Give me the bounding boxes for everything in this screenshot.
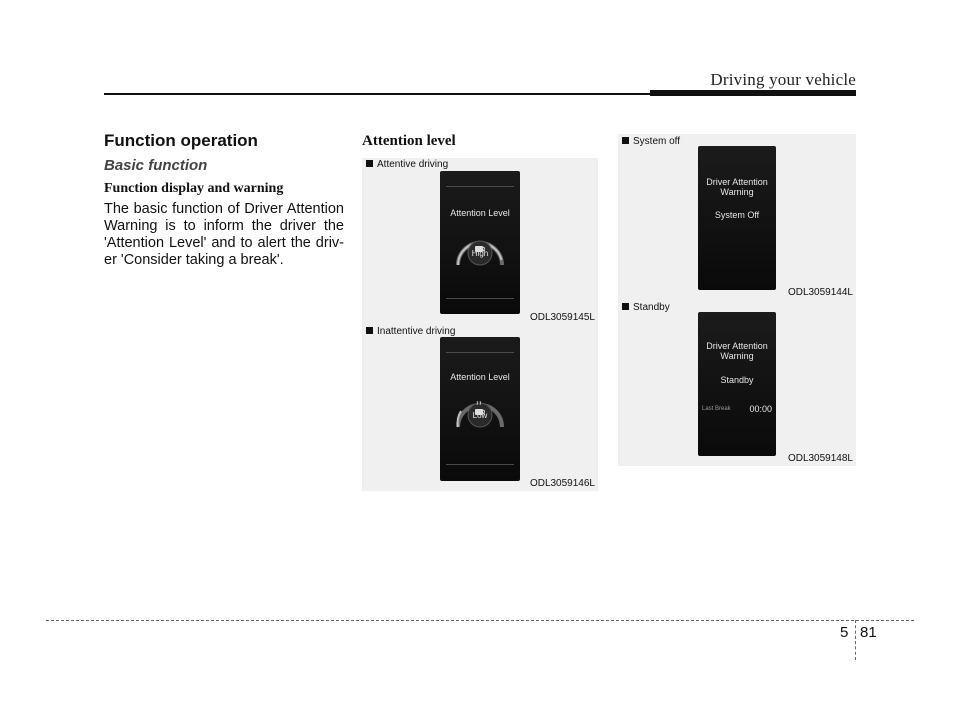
cluster-screen [698,146,776,290]
header-rule [104,93,650,95]
last-break-value: 00:00 [749,404,772,414]
cluster-screen [440,337,520,481]
left-column [104,131,344,269]
screen-divider [446,352,514,353]
small-heading: Function display and warning [104,181,284,196]
screen-title-line1: Driver Attention [706,177,768,187]
panel-label [622,302,670,313]
screen-title-line2: Warning [720,351,754,361]
panel-inattentive-driving [362,325,598,491]
square-bullet-icon [622,137,629,144]
figure-code: ODL3059144L [787,287,853,298]
panel-label [622,136,680,147]
screen-title: Attention Level [450,372,510,382]
panel-label [366,326,455,337]
figure-code: ODL3059146L [529,478,595,489]
screen-title: Attention Level [450,208,510,218]
square-bullet-icon [366,327,373,334]
section-title: Function operation [104,131,258,150]
panel-label-text: System off [633,136,681,147]
panel-label-text: Attentive driving [377,159,449,170]
page-number: 81 [860,624,877,641]
square-bullet-icon [366,160,373,167]
screen-title-line2: Warning [720,187,754,197]
sub-title: Basic function [104,157,208,174]
cluster-screen [440,171,520,314]
screen-title-line1: Driver Attention [706,341,768,351]
footer-divider [855,620,856,660]
gauge-value: High [471,249,489,258]
screen-divider [446,464,514,465]
screen-status: Standby [720,375,754,385]
square-bullet-icon [622,303,629,310]
cluster-screen [698,312,776,456]
header-bar [650,90,856,96]
figure-code: ODL3059148L [787,453,853,464]
figure-code: ODL3059145L [529,312,595,323]
panel-attentive-driving [362,158,598,325]
panel-label-text: Standby [633,302,670,313]
body-paragraph: The basic function of Driver Attention Warning is to inform the driver the 'Attention Level' and to alert the driv-er 'Consider taking a break'. [104,201,344,268]
screen-divider [446,186,514,187]
attention-level-title: Attention level [362,133,456,149]
panel-standby [618,300,856,466]
panel-label-text: Inattentive driving [377,326,456,337]
gauge-value: Low [472,411,488,420]
footer-rule [46,620,914,621]
chapter-number: 5 [840,624,849,641]
screen-status: System Off [714,210,760,220]
last-break-label: Last Break [702,406,731,412]
panel-label [366,159,448,170]
panel-system-off [618,134,856,300]
running-header: Driving your vehicle [710,70,856,89]
screen-divider [446,298,514,299]
